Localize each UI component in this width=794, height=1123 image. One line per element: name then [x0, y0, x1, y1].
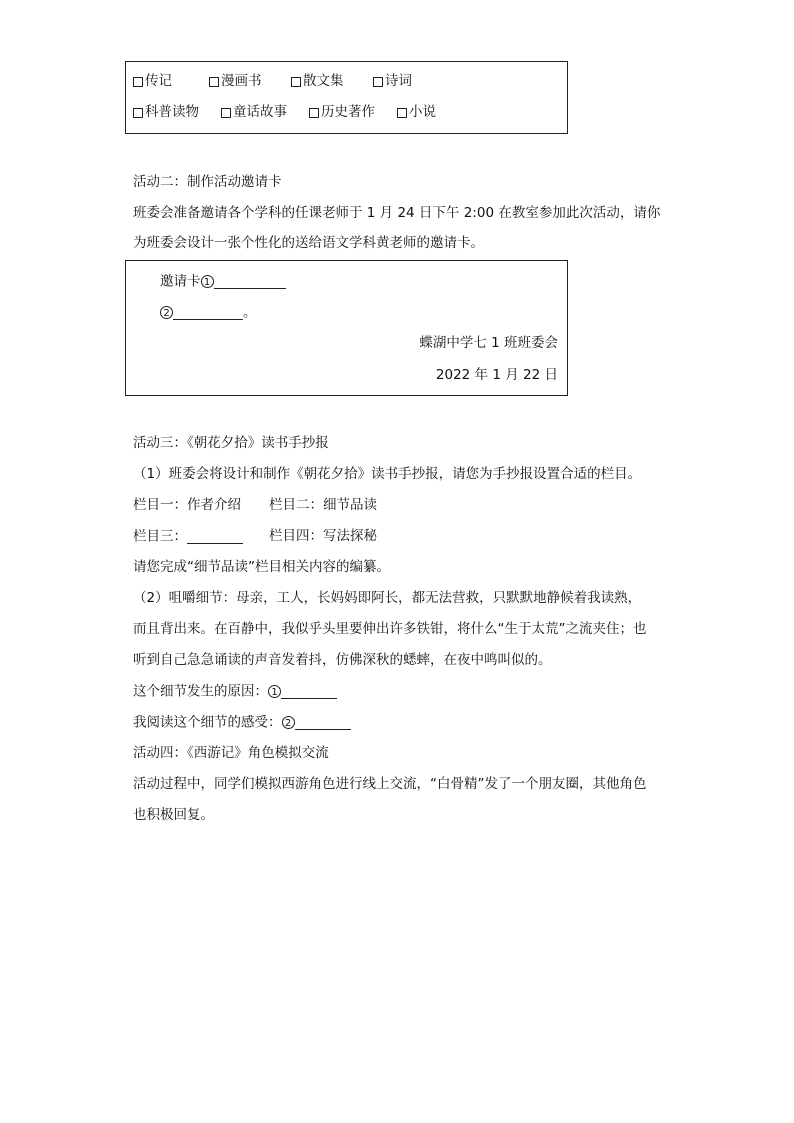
- checkbox-comics[interactable]: 漫画书: [209, 75, 262, 89]
- column-3-label: 栏目三：: [133, 528, 187, 545]
- invitation-label: 邀请卡: [160, 273, 201, 290]
- column-3-blank[interactable]: [187, 530, 243, 544]
- activity3-q2-line2: 而且背出来。在百静中，我似乎头里要伸出许多铁钳，将什么“生于太荒”之流夹住；也: [133, 621, 647, 637]
- invitation-blank-2[interactable]: [173, 306, 243, 320]
- invitation-label-row: [160, 275, 286, 289]
- checkbox-history[interactable]: 历史著作: [309, 106, 375, 120]
- checkbox-square-icon: [221, 108, 231, 118]
- blank-number-2: 2: [160, 306, 173, 319]
- column-4: 栏目四：写法探秘: [269, 528, 377, 544]
- activity2-desc-line2: 为班委会设计一张个性化的送给语文学科黄老师的邀请卡。: [133, 235, 484, 251]
- feeling-blank[interactable]: [295, 716, 351, 730]
- reason-label: 这个细节发生的原因：: [133, 683, 268, 700]
- activity4-title: 活动四：《西游记》角色模拟交流: [133, 745, 329, 761]
- checkbox-popular-science[interactable]: 科普读物: [133, 106, 199, 120]
- invitation-date: 2022 年 1 月 22 日: [435, 367, 558, 383]
- column-1: 栏目一：作者介绍: [133, 497, 241, 513]
- activity4-line1: 活动过程中，同学们模拟西游角色进行线上交流，“白骨精”发了一个朋友圈，其他角色: [133, 776, 647, 792]
- activity3-question-1: （1）班委会将设计和制作《朝花夕拾》读书手抄报，请您为手抄报设置合适的栏目。: [133, 466, 642, 482]
- activity3-instruction: 请您完成“细节品读”栏目相关内容的编纂。: [133, 559, 390, 575]
- activity4-line2: 也积极回复。: [133, 807, 214, 823]
- checkbox-square-icon: [209, 77, 219, 87]
- checkbox-square-icon: [291, 77, 301, 87]
- checkbox-poetry[interactable]: 诗词: [373, 75, 412, 89]
- checkbox-biography[interactable]: 传记: [133, 75, 172, 89]
- feeling-row: [133, 716, 351, 730]
- checkbox-square-icon: [397, 108, 407, 118]
- checkbox-novel[interactable]: 小说: [397, 106, 436, 120]
- book-type-box: [125, 61, 568, 134]
- activity2-title: 活动二：制作活动邀请卡: [133, 174, 282, 190]
- checkbox-square-icon: [133, 108, 143, 118]
- invitation-period: 。: [243, 304, 257, 321]
- checkbox-square-icon: [133, 77, 143, 87]
- activity3-title: 活动三：《朝花夕拾》读书手抄报: [133, 435, 329, 451]
- blank-number-1: 1: [201, 275, 214, 288]
- activity3-q2-line1: （2）咀嚼细节：母亲，工人，长妈妈即阿长，都无法营救，只默默地静候着我读熟，: [133, 590, 642, 606]
- feeling-number: 2: [282, 716, 295, 729]
- reason-number: 1: [268, 685, 281, 698]
- checkbox-square-icon: [373, 77, 383, 87]
- checkbox-square-icon: [309, 108, 319, 118]
- activity3-q2-line3: 听到自己急急诵读的声音发着抖，仿佛深秋的蟋蟀，在夜中鸣叫似的。: [133, 652, 552, 668]
- checkbox-essays[interactable]: 散文集: [291, 75, 344, 89]
- column-3-row: [133, 530, 243, 544]
- feeling-label: 我阅读这个细节的感受：: [133, 714, 282, 731]
- reason-row: [133, 685, 337, 699]
- column-2: 栏目二：细节品读: [269, 497, 377, 513]
- invitation-row-2: [160, 306, 257, 320]
- checkbox-fairy-tales[interactable]: 童话故事: [221, 106, 287, 120]
- activity2-desc-line1: 班委会准备邀请各个学科的任课老师于 1 月 24 日下午 2:00 在教室参加此次活动，请你: [133, 205, 661, 221]
- reason-blank[interactable]: [281, 685, 337, 699]
- invitation-signer: 蝶湖中学七 1 班班委会: [419, 335, 558, 351]
- invitation-blank-1[interactable]: [214, 275, 286, 289]
